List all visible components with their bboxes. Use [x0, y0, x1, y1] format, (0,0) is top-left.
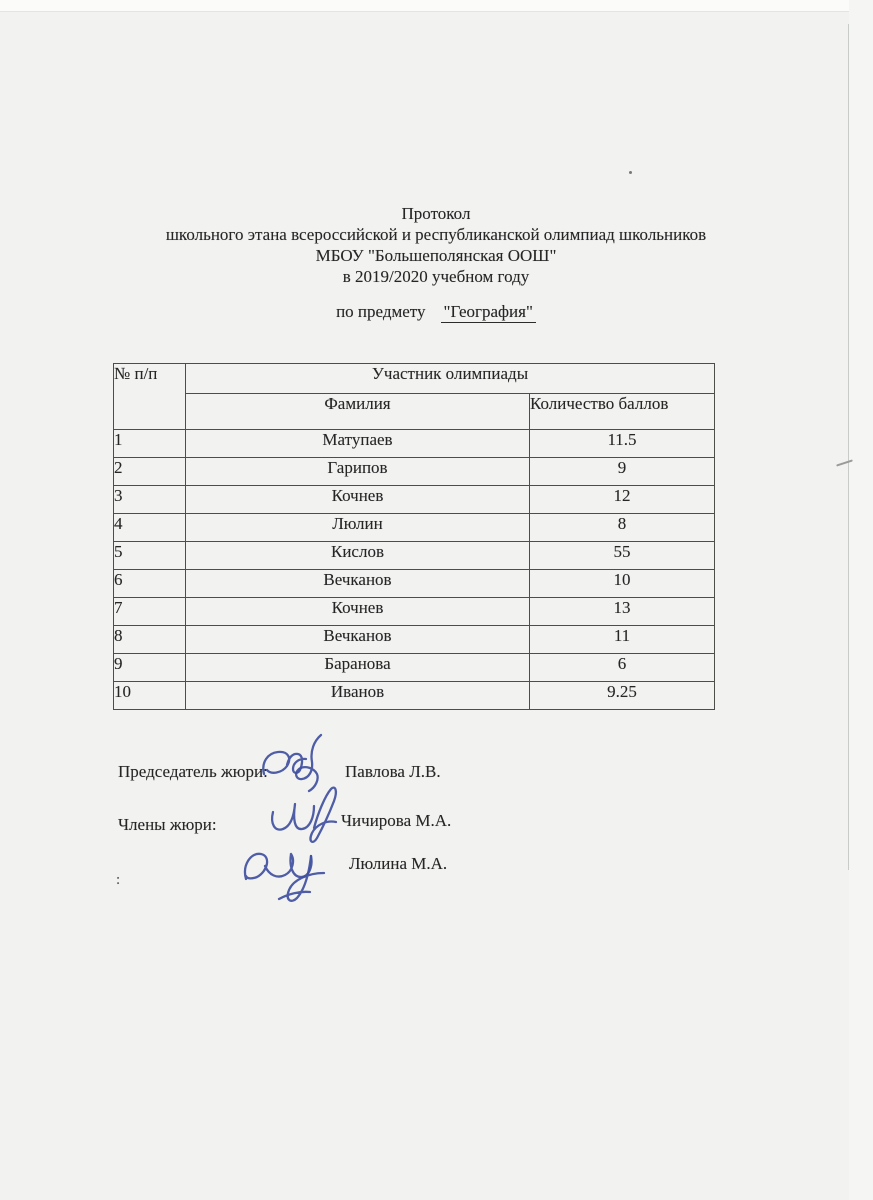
- row-surname: Баранова: [186, 654, 530, 682]
- table-row: [114, 542, 715, 570]
- table-row: [114, 654, 715, 682]
- chairman-label: Председатель жюри:: [118, 762, 268, 781]
- table-row: [114, 486, 715, 514]
- row-surname: Кочнев: [186, 598, 530, 626]
- row-score: 8: [530, 514, 715, 542]
- row-surname: Вечканов: [186, 626, 530, 654]
- row-score: 9: [530, 458, 715, 486]
- row-number: 5: [114, 542, 186, 570]
- doc-subtitle: школьного этана всероссийской и республиканской олимпиад школьников: [165, 225, 707, 244]
- col-header-surname: Фамилия: [186, 394, 530, 430]
- row-score: 6: [530, 654, 715, 682]
- row-number: 6: [114, 570, 186, 598]
- paper-edge-line: [848, 24, 849, 870]
- chairman-name: Павлова Л.В.: [345, 762, 441, 781]
- subject-line: [56, 301, 816, 322]
- col-header-score: Количество баллов: [530, 394, 715, 430]
- col-header-number: № п/п: [114, 364, 186, 430]
- table-row: [114, 514, 715, 542]
- table-row: [114, 430, 715, 458]
- member2-name: Люлина М.А.: [349, 854, 448, 873]
- school-name: МБОУ "Большеполянская ООШ": [315, 246, 557, 265]
- row-score: 11: [530, 626, 715, 654]
- row-score: 11.5: [530, 430, 715, 458]
- scan-top-edge: [0, 0, 873, 12]
- document-header: [56, 203, 816, 322]
- subject-value: "География": [441, 302, 536, 323]
- row-surname: Люлин: [186, 514, 530, 542]
- table-row: [114, 598, 715, 626]
- school-year: в 2019/2020 учебном году: [342, 267, 530, 286]
- row-number: 3: [114, 486, 186, 514]
- results-table: [113, 363, 715, 710]
- row-surname: Вечканов: [186, 570, 530, 598]
- row-score: 12: [530, 486, 715, 514]
- scan-speck-artifact: [629, 171, 632, 174]
- row-number: 9: [114, 654, 186, 682]
- member1-name: Чичирова М.А.: [341, 811, 452, 830]
- scan-background-right: [849, 0, 873, 1200]
- row-score: 13: [530, 598, 715, 626]
- subject-prefix: по предмету: [336, 302, 426, 321]
- results-table-container: [113, 363, 715, 710]
- doc-title: Протокол: [401, 204, 471, 223]
- table-row: [114, 570, 715, 598]
- member2-signature-ink: [238, 831, 344, 909]
- row-score: 10: [530, 570, 715, 598]
- table-row: [114, 626, 715, 654]
- col-header-participant: Участник олимпиады: [186, 364, 715, 394]
- row-number: 8: [114, 626, 186, 654]
- row-surname: Кислов: [186, 542, 530, 570]
- row-surname: Гарипов: [186, 458, 530, 486]
- row-score: 9.25: [530, 682, 715, 710]
- row-number: 4: [114, 514, 186, 542]
- row-number: 7: [114, 598, 186, 626]
- row-surname: Иванов: [186, 682, 530, 710]
- row-surname: Матупаев: [186, 430, 530, 458]
- row-surname: Кочнев: [186, 486, 530, 514]
- table-row: [114, 682, 715, 710]
- table-row: [114, 458, 715, 486]
- row-number: 10: [114, 682, 186, 710]
- members-label: Члены жюри:: [118, 815, 217, 834]
- row-number: 1: [114, 430, 186, 458]
- stray-colon-mark: :: [116, 872, 121, 888]
- row-number: 2: [114, 458, 186, 486]
- row-score: 55: [530, 542, 715, 570]
